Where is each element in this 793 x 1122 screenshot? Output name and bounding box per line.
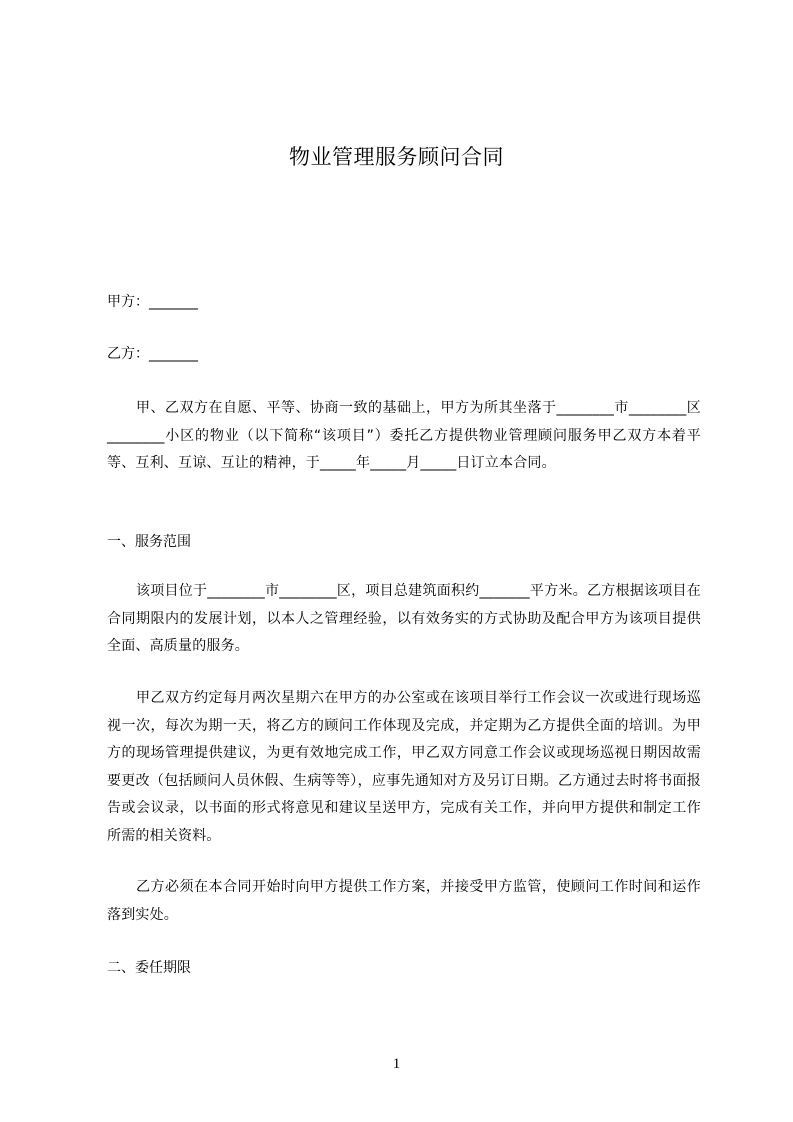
section-1-heading: 一、服务范围	[107, 534, 191, 550]
section-2-heading: 二、委任期限	[107, 960, 191, 976]
section-1-paragraph-1: 该项目位于________市________区，项目总建筑面积约_______平方米。乙方根据该项目在合同期限内的发展计划，以本人之管理经验，以有效务实的方式协助及配合甲方为该项目提供全面、高质量的服务。	[107, 583, 701, 654]
page-number: 1	[392, 1056, 401, 1072]
intro-paragraph: 甲、乙双方在自愿、平等、协商一致的基础上，甲方为所其坐落于________市________区________小区的物业（以下简称“该项目”）委托乙方提供物业管理顾问服务甲乙双方本着平等、互利、互谅、互让的精神，于_____年_____月_____日订立本合同。	[107, 400, 701, 471]
party-a-line: 甲方：_______	[107, 294, 198, 310]
section-1-paragraph-2: 甲乙双方约定每月两次星期六在甲方的办公室或在该项目举行工作会议一次或进行现场巡视一次，每次为期一天，将乙方的顾问工作体现及完成，并定期为乙方提供全面的培训。为甲方的现场管理提供建议，为更有效地完成工作，甲乙双方同意工作会议或现场巡视日期因故需要更改（包括顾问人员休假、生病等等），应事先通知对方及另订日期。乙方通过去时将书面报告或会议录，以书面的形式将意见和建议呈送甲方，完成有关工作，并向甲方提供和制定工作所需的相关资料。	[107, 690, 701, 844]
document-title: 物业管理服务顾问合同	[289, 145, 504, 169]
section-1-paragraph-3: 乙方必须在本合同开始时向甲方提供工作方案，并接受甲方监管，使顾问工作时间和运作落到实处。	[107, 879, 701, 923]
party-b-line: 乙方：_______	[107, 346, 198, 362]
